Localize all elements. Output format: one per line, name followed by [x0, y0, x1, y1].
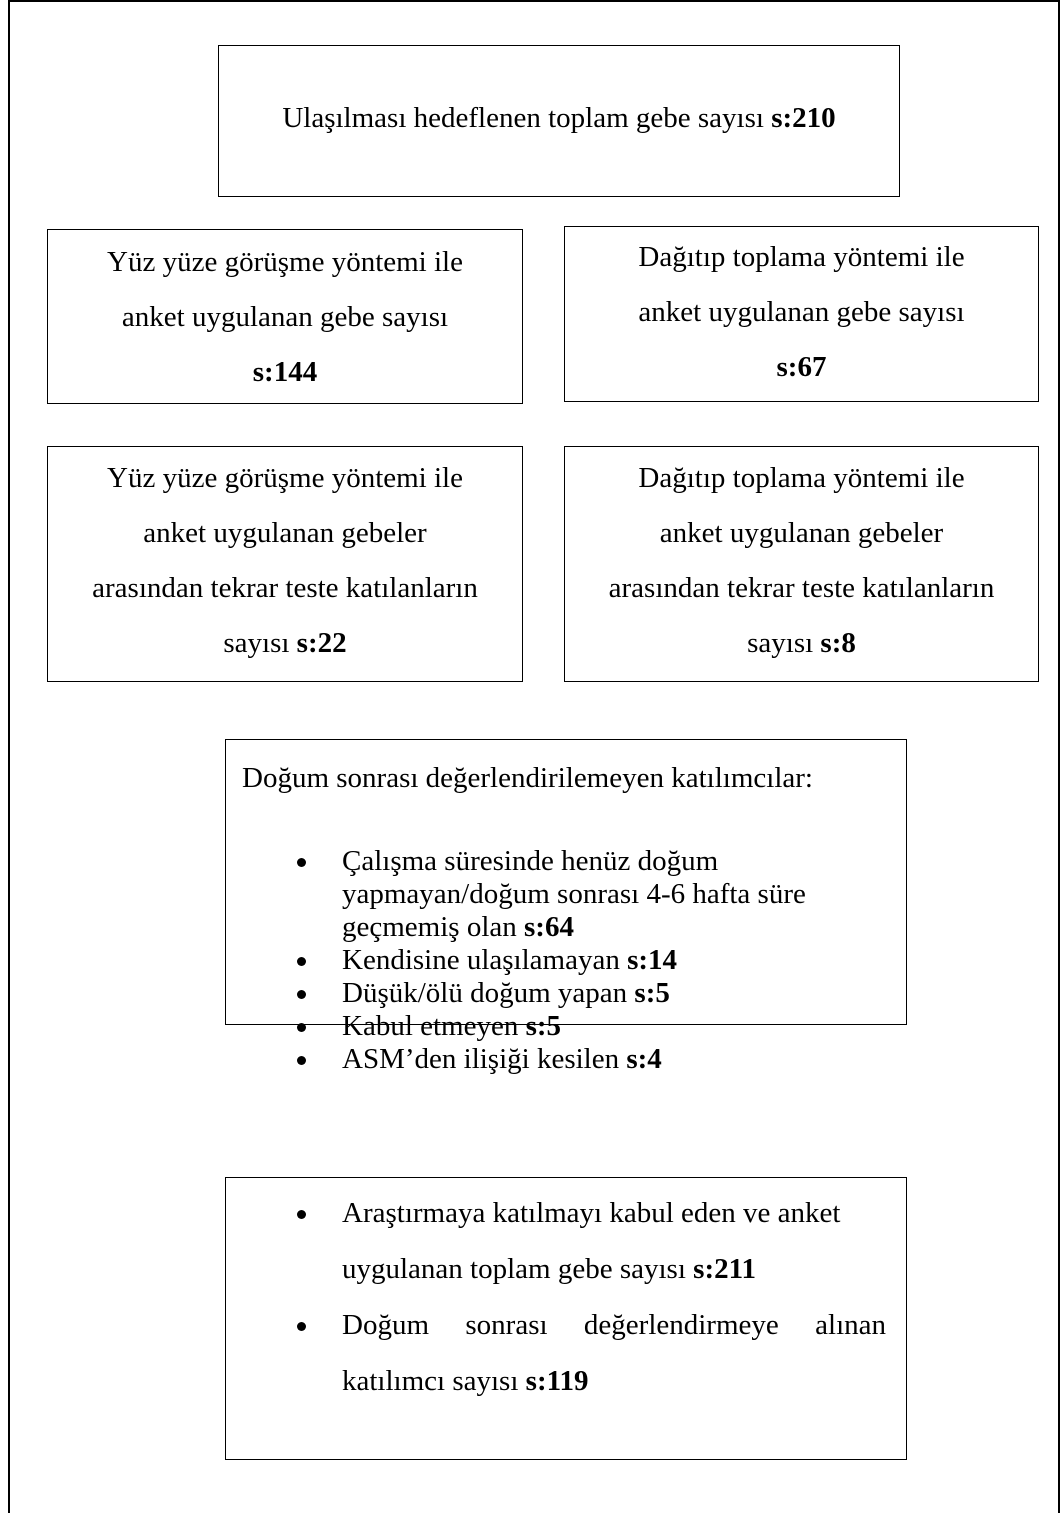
- target-count-box: [218, 45, 900, 197]
- distribution-line: anket uygulanan gebe sayısı: [638, 296, 965, 328]
- distribution-retest-box: [564, 446, 1039, 682]
- face-to-face-retest-box: [47, 446, 523, 682]
- distribution-retest-value: s:8: [820, 627, 856, 659]
- final-item-value: s:211: [693, 1253, 756, 1285]
- final-summary-box: [225, 1177, 907, 1460]
- final-item-word: değerlendirmeye: [583, 1309, 779, 1341]
- final-item-word: alınan: [815, 1309, 886, 1341]
- excluded-item-value: s:4: [626, 1043, 662, 1075]
- final-item-word: Doğum: [342, 1309, 429, 1341]
- excluded-item-value: s:5: [525, 1010, 562, 1042]
- final-item-line: uygulanan toplam gebe sayısı: [342, 1253, 686, 1285]
- distribution-retest-line: sayısı: [747, 627, 814, 659]
- target-count-label: Ulaşılması hedeflenen toplam gebe sayısı: [282, 101, 764, 134]
- excluded-item-value: s:64: [524, 911, 574, 943]
- distribution-retest-line: anket uygulanan gebeler: [659, 517, 944, 549]
- distribution-box: [564, 226, 1039, 402]
- excluded-item-text: Çalışma süresinde henüz doğum yapmayan/doğum sonrası 4-6 hafta süre geçmemiş olan: [342, 845, 806, 943]
- face-to-face-value: s:144: [252, 356, 318, 388]
- face-to-face-line: Yüz yüze görüşme yöntemi ile: [107, 246, 463, 278]
- final-item-line: katılımcı sayısı: [342, 1365, 519, 1397]
- final-summary-item: [226, 1297, 886, 1409]
- face-to-face-retest-line: Yüz yüze görüşme yöntemi ile: [107, 462, 463, 494]
- distribution-value: s:67: [776, 351, 827, 383]
- bullet-icon: [297, 957, 306, 966]
- excluded-item: [226, 1043, 862, 1076]
- distribution-line: Dağıtıp toplama yöntemi ile: [638, 241, 965, 273]
- excluded-heading: Doğum sonrası değerlendirilemeyen katılımcılar:: [242, 762, 813, 794]
- excluded-item-value: s:14: [627, 944, 678, 976]
- excluded-item: [226, 944, 862, 977]
- excluded-item: [226, 977, 862, 1010]
- bullet-icon: [297, 1210, 306, 1219]
- final-item-line: [342, 1297, 886, 1353]
- target-count-value: s:210: [771, 101, 836, 134]
- excluded-item-text: Kabul etmeyen: [342, 1010, 519, 1042]
- bullet-icon: [297, 1056, 306, 1065]
- excluded-item-text: ASM’den ilişiği kesilen: [342, 1043, 620, 1075]
- face-to-face-retest-line: anket uygulanan gebeler: [143, 517, 427, 549]
- excluded-list: [226, 845, 862, 1076]
- excluded-item: [226, 1010, 862, 1043]
- final-item-word: sonrası: [465, 1309, 548, 1341]
- final-summary-item: [226, 1185, 886, 1297]
- final-item-line: Araştırmaya katılmayı kabul eden ve anket: [342, 1197, 841, 1229]
- face-to-face-box: [47, 229, 523, 404]
- face-to-face-retest-value: s:22: [296, 627, 347, 659]
- final-summary-list: [226, 1185, 886, 1409]
- excluded-item: [226, 845, 862, 944]
- bullet-icon: [297, 990, 306, 999]
- distribution-retest-line: Dağıtıp toplama yöntemi ile: [638, 462, 965, 494]
- excluded-item-text: Kendisine ulaşılamayan: [342, 944, 620, 976]
- excluded-item-text: Düşük/ölü doğum yapan: [342, 977, 628, 1009]
- excluded-item-value: s:5: [634, 977, 670, 1009]
- final-item-value: s:119: [525, 1365, 589, 1397]
- face-to-face-line: anket uygulanan gebe sayısı: [121, 301, 449, 333]
- face-to-face-retest-line: arasından tekrar teste katılanların: [92, 572, 478, 604]
- distribution-retest-line: arasından tekrar teste katılanların: [608, 572, 995, 604]
- face-to-face-retest-line: sayısı: [223, 627, 290, 659]
- bullet-icon: [297, 858, 306, 867]
- bullet-icon: [297, 1023, 306, 1032]
- bullet-icon: [297, 1322, 306, 1331]
- excluded-participants-box: [225, 739, 907, 1075]
